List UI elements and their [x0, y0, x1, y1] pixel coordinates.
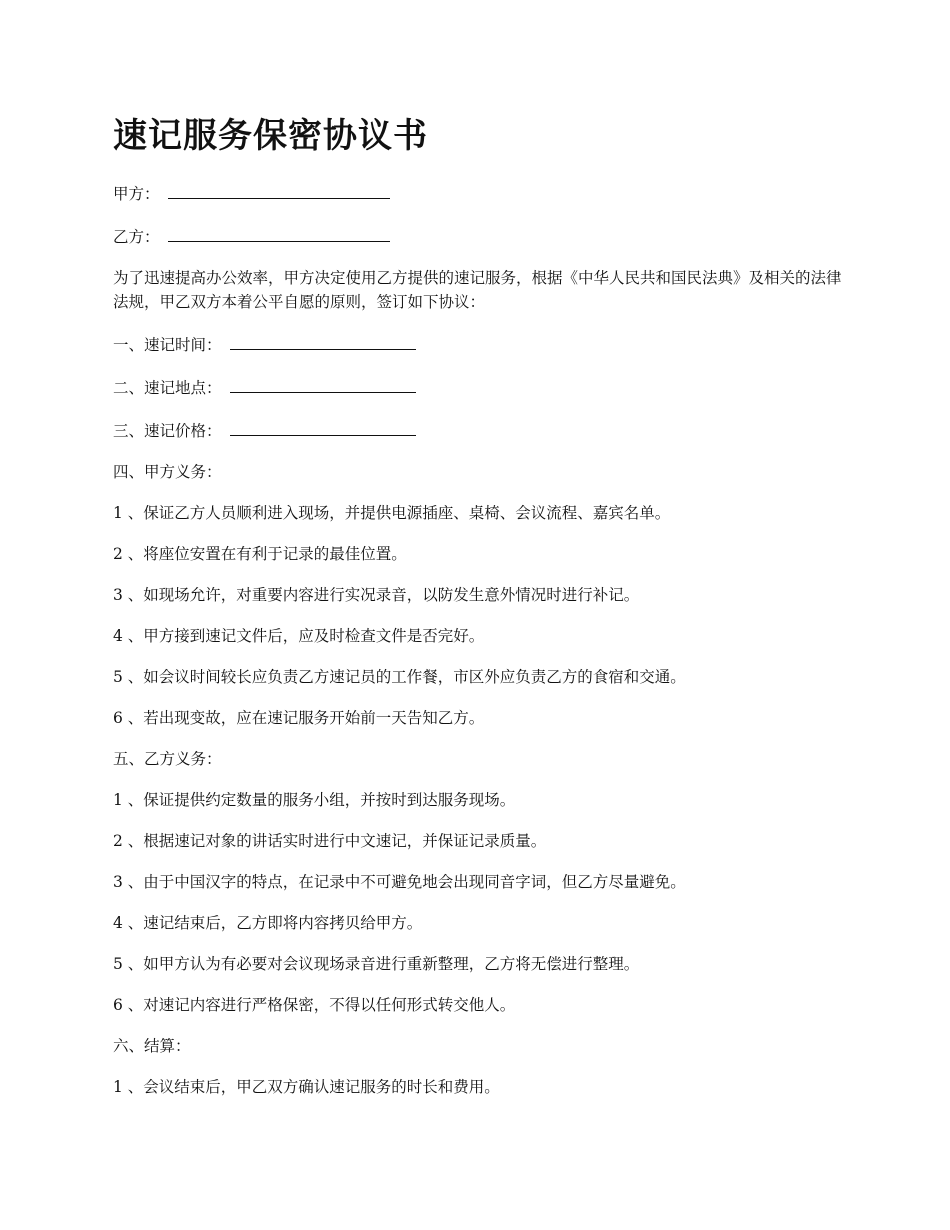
list-item: 1 、保证乙方人员顺利进入现场，并提供电源插座、桌椅、会议流程、嘉宾名单。 — [113, 504, 671, 522]
section-c-heading: 六、结算： — [113, 1037, 191, 1055]
intro-paragraph: 为了迅速提高办公效率，甲方决定使用乙方提供的速记服务，根据《中华人民共和国民法典》及相关的法律法规，甲乙双方本着公平自愿的原则，签订如下协议： — [113, 269, 842, 311]
section-b-heading: 五、乙方义务： — [113, 750, 222, 768]
field-price-line — [113, 417, 843, 443]
list-item: 4 、速记结束后，乙方即将内容拷贝给甲方。 — [113, 914, 423, 932]
list-item: 2 、将座位安置在有利于记录的最佳位置。 — [113, 545, 407, 563]
field-price-blank — [230, 417, 416, 436]
field-price-label: 三、速记价格： — [113, 422, 222, 440]
party-a-label: 甲方： — [113, 185, 160, 203]
list-item: 6 、若出现变故，应在速记服务开始前一天告知乙方。 — [113, 709, 485, 727]
list-item: 5 、如会议时间较长应负责乙方速记员的工作餐，市区外应负责乙方的食宿和交通。 — [113, 668, 686, 686]
field-location-blank — [230, 374, 416, 393]
party-b-blank — [168, 223, 390, 242]
party-b-label: 乙方： — [113, 228, 160, 246]
document-title: 速记服务保密协议书 — [113, 116, 428, 156]
party-a-line — [113, 180, 843, 206]
field-location-label: 二、速记地点： — [113, 379, 222, 397]
document-page — [113, 110, 843, 1116]
list-item: 1 、会议结束后，甲乙双方确认速记服务的时长和费用。 — [113, 1078, 500, 1096]
section-a-heading: 四、甲方义务： — [113, 463, 222, 481]
list-item: 6 、对速记内容进行严格保密，不得以任何形式转交他人。 — [113, 996, 516, 1014]
list-item: 3 、由于中国汉字的特点，在记录中不可避免地会出现同音字词，但乙方尽量避免。 — [113, 873, 686, 891]
list-item: 2 、根据速记对象的讲话实时进行中文速记，并保证记录质量。 — [113, 832, 547, 850]
field-time-blank — [230, 331, 416, 350]
list-item: 5 、如甲方认为有必要对会议现场录音进行重新整理，乙方将无偿进行整理。 — [113, 955, 640, 973]
party-a-blank — [168, 180, 390, 199]
list-item: 3 、如现场允许，对重要内容进行实况录音，以防发生意外情况时进行补记。 — [113, 586, 640, 604]
list-item: 1 、保证提供约定数量的服务小组，并按时到达服务现场。 — [113, 791, 516, 809]
field-time-label: 一、速记时间： — [113, 336, 222, 354]
field-time-line — [113, 331, 843, 357]
list-item: 4 、甲方接到速记文件后，应及时检查文件是否完好。 — [113, 627, 485, 645]
field-location-line — [113, 374, 843, 400]
party-b-line — [113, 223, 843, 249]
